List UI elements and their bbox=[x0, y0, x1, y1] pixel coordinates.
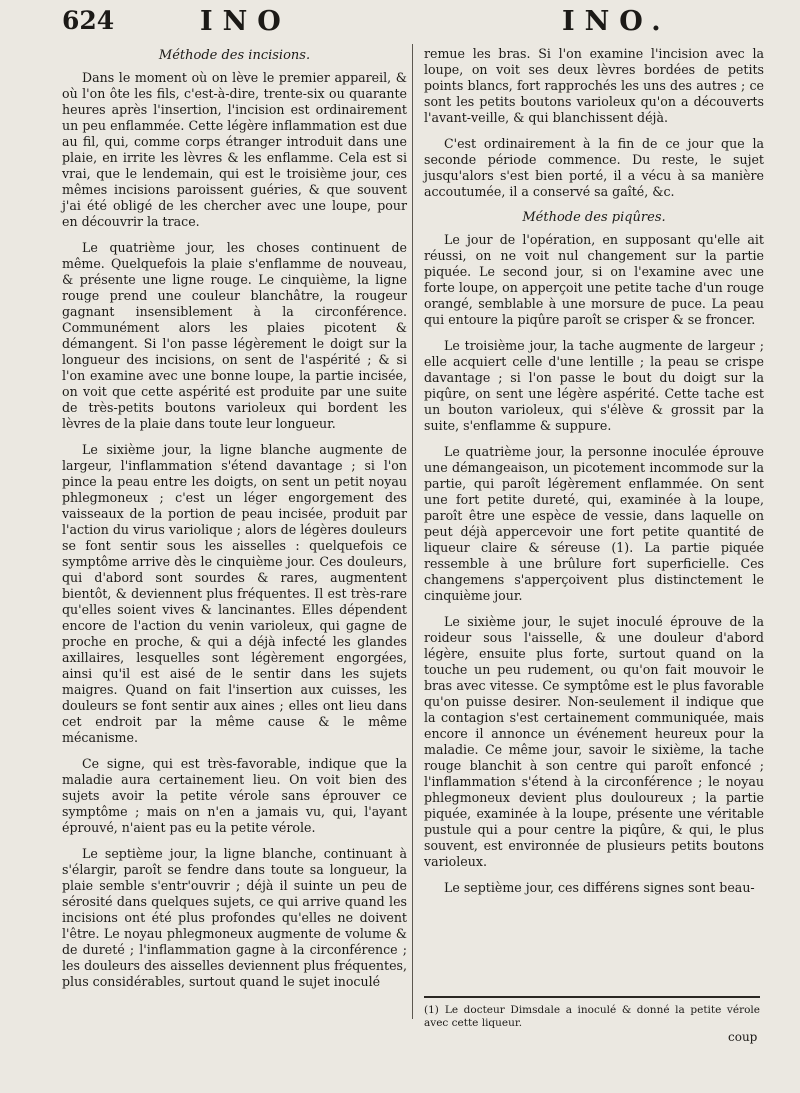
paragraph: Le quatrième jour, la personne inoculée éprouve une démangeaison, un picotement incommode sur la partie, qui paroît légèrement enflammée. On sent une fort petite dureté, qui, examinée à la loupe, paroît être une espèce de vessie, dans laquelle on peut déjà appercevoir une fort petite quantité de liqueur claire & séreuse (1). La partie piquée ressemble à une brûlure fort superficielle. Ces changemens s'apperçoivent plus distinctement le cinquième jour. bbox=[424, 444, 764, 603]
catchword: coup bbox=[728, 1030, 758, 1044]
footnote bbox=[424, 1004, 760, 1030]
paragraph: Le troisième jour, la tache augmente de largeur ; elle acquiert celle d'une lentille ; la peau se crispe davantage ; si l'on passe le bout du doigt sur la piqûre, on sent une légère aspérité. Cette tache est un bouton varioleux, qui s'élève & grossit par la suite, s'enflamme & suppure. bbox=[424, 338, 764, 433]
paragraph: Le sixième jour, le sujet inoculé éprouve de la roideur sous l'aisselle, & une douleur d'abord légère, ensuite plus forte, surtout quand on la touche un peu rudement, ou qu'on fait mouvoir le bras avec vitesse. Ce symptôme est le plus favorable qu'on puisse desirer. Non-seulement il indique que la contagion s'est certainement communiquée, mais encore il annonce un événement heureux pour la maladie. Ce même jour, savoir le sixième, la tache rouge blanchit à son centre qui paroît enfoncé ; l'inflammation s'étend à la circonférence ; le noyau phlegmoneux devient plus douloureux ; la partie piquée, examinée à la loupe, présente une véritable pustule qui a pour centre la piqûre, & qui, le plus souvent, est environnée de plusieurs petits boutons varioleux. bbox=[424, 614, 764, 869]
page-number: 624 bbox=[62, 6, 115, 35]
column-divider bbox=[412, 44, 413, 1019]
left-column bbox=[62, 46, 407, 1000]
footnote-text: Le docteur Dimsdale a inoculé & donné la petite vérole avec cette liqueur. bbox=[424, 1004, 760, 1029]
page-header bbox=[0, 4, 800, 38]
running-head-right: INO. bbox=[562, 6, 671, 37]
paragraph: Dans le moment où on lève le premier appareil, & où l'on ôte les fils, c'est-à-dire, trente-six ou quarante heures après l'insertion, l'incision est ordinairement un peu enflammée. Cette légère inflammation est due au fil, qui, comme corps étranger introduit dans une plaie, en irrite les lèvres & les enflamme. Cela est si vrai, que le lendemain, qui est le troisième jour, ces mêmes incisions paroissent guéries, & que souvent j'ai été obligé de les chercher avec une loupe, pour en découvrir la trace. bbox=[62, 70, 407, 229]
footnote-rule bbox=[424, 996, 760, 998]
paragraph: Le septième jour, la ligne blanche, continuant à s'élargir, paroît se fendre dans toute sa longueur, la plaie semble s'entr'ouvrir ; déjà il suinte un peu de sérosité dans quelques sujets, ce qui arrive quand les incisions ont été plus profondes qu'elles ne doivent l'être. Le noyau phlegmoneux augmente de volume & de dureté ; l'inflammation gagne à la circonférence ; les douleurs des aisselles deviennent plus fréquentes, plus considérables, surtout quand le sujet inoculé bbox=[62, 846, 407, 989]
section-title-piqures: Méthode des piqûres. bbox=[522, 210, 666, 225]
footnote-mark: (1) bbox=[424, 1004, 439, 1016]
paragraph: Le septième jour, ces différens signes sont beau- bbox=[444, 880, 755, 895]
paragraph-continued: remue les bras. Si l'on examine l'incision avec la loupe, on voit ses deux lèvres bordées de petits points blancs, fort rapprochés les uns des autres ; ce sont les petits boutons varioleux qu'on a découverts l'avant-veille, & qui blanchissent déjà. bbox=[424, 46, 764, 125]
section-title-incisions: Méthode des incisions. bbox=[158, 48, 311, 63]
paragraph: Ce signe, qui est très-favorable, indique que la maladie aura certainement lieu. On voit bien des sujets avoir la petite vérole sans éprouver ce symptôme ; mais on n'en a jamais vu, qui, l'ayant éprouvé, n'aient pas eu la petite vérole. bbox=[62, 756, 407, 835]
paragraph: Le sixième jour, la ligne blanche augmente de largeur, l'inflammation s'étend davantage ; si l'on pince la peau entre les doigts, on sent un petit noyau phlegmoneux ; c'est un léger engorgement des vaisseaux de la portion de peau incisée, produit par l'action du virus variolique ; alors de légères douleurs se font sentir sous les aisselles : quelquefois ce symptôme arrive dès le cinquième jour. Ces douleurs, qui d'abord sont sourdes & rares, augmentent bientôt, & deviennent plus fréquentes. Il est très-rare qu'elles soient vives & lancinantes. Elles dépendent encore de l'action du venin varioleux, qui gagne de proche en proche, & qui a déjà infecté les glandes axillaires, lesquelles sont légèrement engorgées, ainsi qu'il est aisé de le sentir dans les sujets maigres. Quand on fait l'insertion aux cuisses, les douleurs se font sentir aux aines ; elles ont lieu dans cet endroit par la même cause & le même mécanisme. bbox=[62, 442, 407, 745]
running-head-left: INO bbox=[200, 6, 291, 37]
paragraph: Le jour de l'opération, en supposant qu'elle ait réussi, on ne voit nul changement sur la partie piquée. Le second jour, si on l'examine avec une forte loupe, on apperçoit une petite tache d'un rouge orangé, semblable à une morsure de puce. La peau qui entoure la piqûre paroît se crisper & se froncer. bbox=[424, 232, 764, 327]
paragraph: Le quatrième jour, les choses continuent de même. Quelquefois la plaie s'enflamme de nouveau, & présente une ligne rouge. Le cinquième, la ligne rouge prend une couleur blanchâtre, la rougeur gagnant insensiblement à la circonférence. Communément alors les plaies picotent & démangent. Si l'on passe légèrement le doigt sur la longueur des incisions, on sent de l'aspérité ; & si l'on examine avec une bonne loupe, la partie incisée, on voit que cette aspérité est produite par une suite de très-petits boutons varioleux qui bordent les lèvres de la plaie dans toute leur longueur. bbox=[62, 240, 407, 431]
paragraph: C'est ordinairement à la fin de ce jour que la seconde période commence. Du reste, le sujet jusqu'alors s'est bien porté, il a vécu à sa manière accoutumée, il a conservé sa gaîté, &c. bbox=[424, 136, 764, 199]
right-column bbox=[424, 46, 764, 906]
